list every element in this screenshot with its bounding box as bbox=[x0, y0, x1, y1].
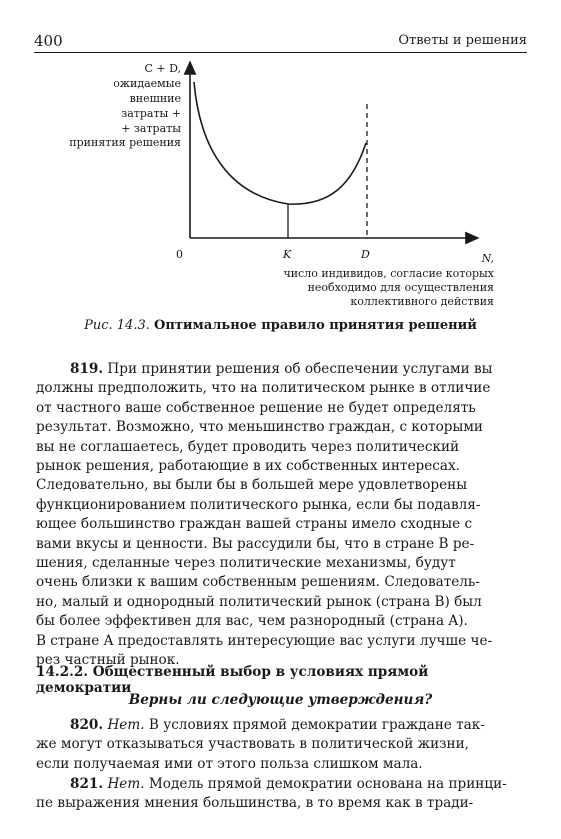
paragraph-line: В стране A предоставлять интересующие вас услуги лучше че- bbox=[36, 632, 493, 649]
paragraph-line: вами вкусы и ценности. Вы рассудили бы, что в стране B ре- bbox=[36, 535, 475, 552]
paragraph-819 bbox=[36, 360, 524, 671]
x-axis-label-line-3: необходимо для осуществления bbox=[307, 281, 494, 294]
page-number: 400 bbox=[34, 32, 63, 50]
item-number: 820. bbox=[70, 717, 104, 733]
x-axis-label-line-4: коллективного действия bbox=[350, 295, 494, 308]
paragraph-line: рынок решения, работающие в их собственных интересах. bbox=[36, 458, 460, 475]
answer-verdict: Нет. bbox=[107, 776, 145, 792]
paragraph-line: если получаемая ими от этого польза слишком мала. bbox=[36, 755, 423, 772]
line-text: Модель прямой демократии основана на принци- bbox=[144, 776, 507, 792]
paragraph-line: вы не соглашаетесь, будет проводить через политический bbox=[36, 438, 460, 455]
caption-label: Рис. 14.3. bbox=[84, 318, 150, 333]
k-label: K bbox=[283, 248, 292, 261]
y-axis-label-line-2: ожидаемые bbox=[113, 77, 181, 90]
paragraph-line bbox=[36, 716, 524, 735]
paragraph-line: от частного ваше собственное решение не будет определять bbox=[36, 399, 476, 416]
figure-decision-rule bbox=[0, 52, 561, 342]
caption-text: Оптимальное правило принятия решений bbox=[154, 318, 477, 333]
paragraph-line bbox=[36, 775, 524, 794]
paragraph-line: ющее большинство граждан вашей страны имело сходные с bbox=[36, 516, 473, 533]
running-title: Ответы и решения bbox=[398, 33, 527, 48]
x-axis-label-line-2: число индивидов, согласие которых bbox=[283, 267, 494, 280]
paragraph-line: Следовательно, вы были бы в большей мере удовлетворены bbox=[36, 477, 468, 494]
x-axis-label-line-1: N, bbox=[481, 252, 494, 265]
y-axis-label-line-4: затраты + bbox=[121, 107, 181, 120]
y-axis-label-line-3: внешние bbox=[129, 92, 181, 105]
item-number: 819. bbox=[70, 361, 104, 377]
y-axis-label-line-6: принятия решения bbox=[69, 136, 181, 149]
paragraph-line: функционированием политического рынка, если бы подавля- bbox=[36, 496, 481, 513]
paragraph-line: результат. Возможно, что меньшинство граждан, с которыми bbox=[36, 419, 483, 436]
paragraph-line: должны предположить, что на политическом рынке в отличие bbox=[36, 380, 491, 397]
paragraph-line bbox=[36, 360, 524, 379]
paragraph-line: рез частный рынок. bbox=[36, 652, 180, 669]
line-text: В условиях прямой демократии граждане так- bbox=[144, 717, 485, 733]
paragraph-820 bbox=[36, 716, 524, 774]
y-axis-label-line-5: + затраты bbox=[121, 122, 181, 135]
subsection-title: Верны ли следующие утверждения? bbox=[128, 692, 433, 708]
y-axis-label-line-1: C + D, bbox=[144, 62, 181, 75]
answer-verdict: Нет. bbox=[107, 717, 145, 733]
cost-curve bbox=[194, 82, 366, 204]
paragraph-line: пе выражения мнения большинства, в то время как в тради- bbox=[36, 795, 474, 812]
paragraph-line: бы более эффективен для вас, чем разнородный (страна A). bbox=[36, 613, 468, 630]
section-title: 14.2.2. Общественный выбор в условиях прямой демократии bbox=[36, 664, 429, 696]
origin-label: 0 bbox=[176, 248, 183, 261]
d-label: D bbox=[361, 248, 370, 261]
paragraph-line: шения, сделанные через политические механизмы, будут bbox=[36, 555, 456, 572]
line-text: При принятии решения об обеспечении услугами вы bbox=[103, 361, 493, 377]
figure-caption bbox=[0, 318, 561, 333]
paragraph-line: же могут отказываться участвовать в политической жизни, bbox=[36, 736, 470, 753]
paragraph-line: очень близки к вашим собственным решениям. Следователь- bbox=[36, 574, 480, 591]
page-header bbox=[34, 28, 527, 53]
item-number: 821. bbox=[70, 776, 104, 792]
paragraph-821 bbox=[36, 775, 524, 814]
paragraph-line: но, малый и однородный политический рынок (страна B) был bbox=[36, 593, 482, 610]
